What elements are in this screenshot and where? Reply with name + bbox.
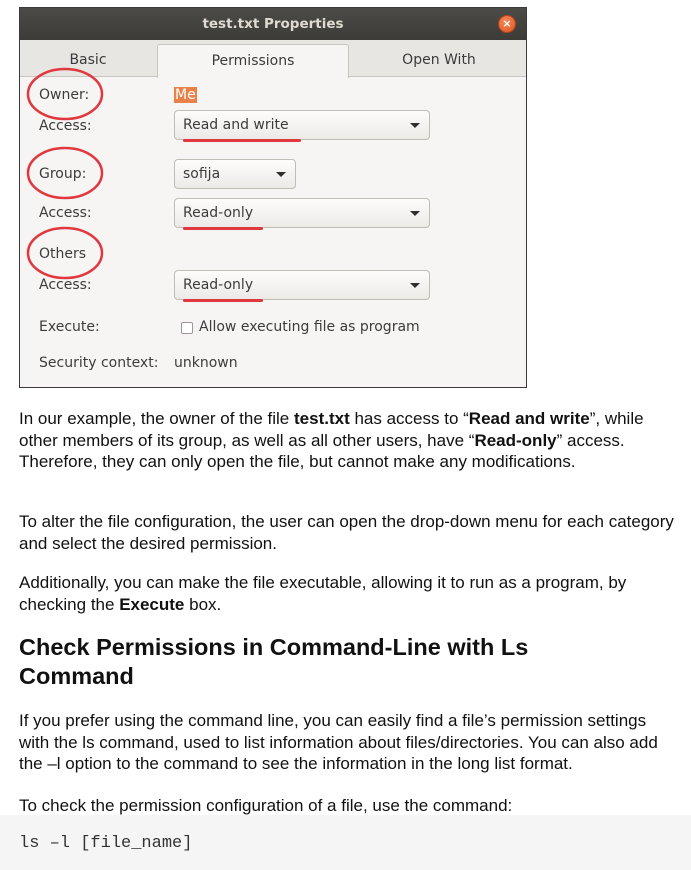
annotation-underline [183, 299, 263, 302]
text-run: Additionally, you can make the file executable, allowing it to run as a program, by checking the [19, 573, 627, 614]
group-dropdown[interactable] [174, 159, 296, 189]
owner-access-dropdown[interactable] [174, 110, 430, 140]
group-label: Group: [39, 166, 87, 182]
chevron-down-icon [410, 211, 420, 216]
text-run: box. [184, 594, 222, 614]
text-run: has access to “ [349, 409, 469, 428]
security-context-value: unknown [174, 355, 238, 371]
tab-basic[interactable]: Basic [69, 52, 107, 68]
tab-bar [20, 40, 526, 77]
security-context-label: Security context: [39, 355, 159, 371]
group-access-label: Access: [39, 205, 92, 221]
section-heading: Check Permissions in Command-Line with Ls Command [19, 634, 529, 689]
owner-access-value: Read and write [183, 117, 289, 133]
paragraph-alter-config: To alter the file configuration, the user can open the drop-down menu for each category and select the desired permission. [19, 512, 674, 553]
properties-dialog [19, 7, 527, 388]
annotation-underline [183, 139, 301, 142]
paragraph-command-line: If you prefer using the command line, you can easily find a file’s permission settings with the ls command, used to list information about files/directories. You can also add the –l option to the command to see the information in the long list format. [19, 711, 658, 773]
bold-filename: test.txt [294, 409, 350, 428]
annotation-underline [183, 227, 263, 230]
owner-value: Me [175, 87, 196, 103]
dialog-titlebar[interactable] [20, 8, 526, 40]
paragraph-owner-access [19, 408, 679, 473]
code-command: ls –l [file_name] [19, 834, 193, 853]
tab-open-with[interactable]: Open With [402, 52, 476, 68]
chevron-down-icon [410, 123, 420, 128]
chevron-down-icon [276, 172, 286, 177]
owner-access-label: Access: [39, 118, 92, 134]
others-label: Others [39, 246, 87, 262]
tab-permissions[interactable]: Permissions [157, 44, 349, 78]
bold-read-only: Read-only [474, 430, 557, 450]
execute-checkbox[interactable] [181, 322, 193, 334]
paragraph-executable [19, 572, 679, 615]
text-run: ”, while other members of its group, as well as all other users, have “ [19, 409, 644, 450]
owner-label: Owner: [39, 87, 90, 103]
dialog-title: test.txt Properties [202, 16, 344, 32]
group-value: sofija [183, 166, 221, 182]
text-run: In our example, the owner of the file [19, 409, 294, 428]
bold-read-write: Read and write [468, 409, 590, 428]
others-access-dropdown[interactable] [174, 270, 430, 300]
others-access-label: Access: [39, 277, 92, 293]
chevron-down-icon [410, 283, 420, 288]
code-block [0, 815, 691, 870]
close-icon: × [502, 17, 512, 30]
group-access-dropdown[interactable] [174, 198, 430, 228]
close-button[interactable] [498, 15, 516, 33]
group-access-value: Read-only [183, 205, 254, 221]
others-access-value: Read-only [183, 277, 254, 293]
bold-execute: Execute [119, 594, 185, 614]
execute-checkbox-label[interactable]: Allow executing file as program [199, 319, 420, 335]
execute-label: Execute: [39, 319, 100, 335]
paragraph-check-permission: To check the permission configuration of a file, use the command: [19, 796, 513, 815]
text-run: ” access. Therefore, they can only open the file, but cannot make any modifications. [19, 430, 625, 471]
